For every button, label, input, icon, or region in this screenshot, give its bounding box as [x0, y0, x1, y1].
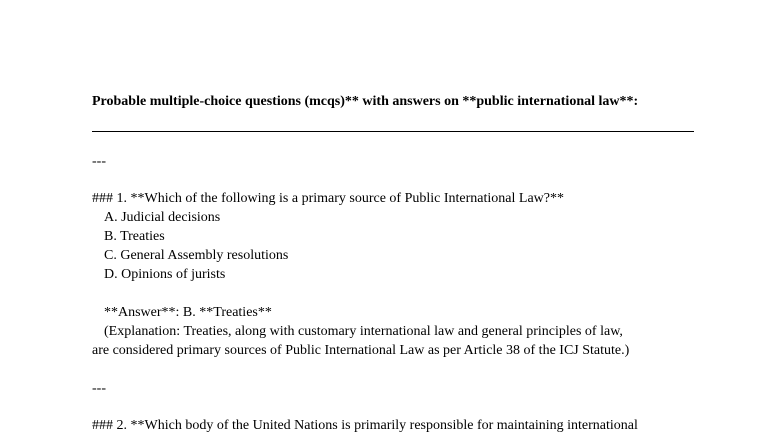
q1-option-d: D. Opinions of jurists	[104, 267, 226, 282]
q1-explanation-line-1: (Explanation: Treaties, along with customary international law and general principles of law,	[104, 324, 623, 339]
q1-option-a: A. Judicial decisions	[104, 210, 221, 225]
heading-divider	[92, 131, 694, 132]
q1-answer: **Answer**: B. **Treaties**	[104, 305, 272, 320]
separator: ---	[92, 154, 106, 169]
q1-explanation-line-2: are considered primary sources of Public International Law as per Article 38 of the ICJ Statute.)	[92, 343, 630, 358]
question-2: ### 2. **Which body of the United Nations is primarily responsible for maintaining international	[92, 418, 638, 433]
q1-option-c: C. General Assembly resolutions	[104, 248, 289, 263]
separator: ---	[92, 381, 106, 396]
q1-option-b: B. Treaties	[104, 229, 165, 244]
document-heading: Probable multiple-choice questions (mcqs)** with answers on **public international law**:	[92, 94, 639, 109]
question-1: ### 1. **Which of the following is a primary source of Public International Law?**	[92, 191, 564, 206]
